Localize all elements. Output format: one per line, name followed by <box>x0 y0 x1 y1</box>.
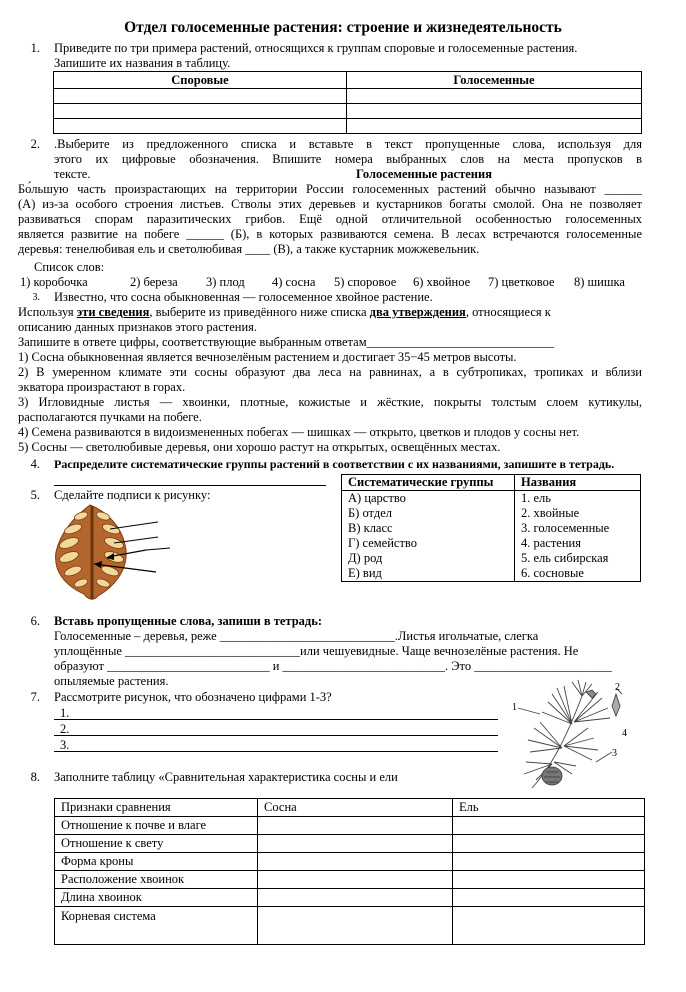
answer-cell[interactable] <box>453 817 645 835</box>
question-6-line-3: образуют __________________________ и __________________________. Это ______________________ <box>54 659 612 673</box>
comparison-header-pine: Сосна <box>258 799 453 817</box>
answer-item-3-label: 3. <box>60 738 70 752</box>
comparison-header-spruce: Ель <box>453 799 645 817</box>
answer-item-2-label: 2. <box>60 722 70 736</box>
comparison-row-label: Длина хвоинок <box>55 889 258 907</box>
question-3-text: Известно, что сосна обыкновенная — голосеменное хвойное растение. <box>54 290 433 304</box>
answer-line-3[interactable] <box>54 751 498 752</box>
name-item: 1. ель <box>515 491 641 507</box>
question-1-number: 1. <box>30 41 40 55</box>
answer-cell[interactable] <box>453 907 645 945</box>
text-paragraph-line: развиваться спорам паразитических грибов. Ещё одной отличительной особенностью голосеменных <box>18 212 642 226</box>
name-item: 3. голосеменные <box>515 521 641 536</box>
answer-item-1-label: 1. <box>60 706 70 720</box>
question-6-line-2: уплощённые ____________________________или чешуевидные. Чаще вечнозелёные растения. Не <box>54 644 579 658</box>
question-2-text-3: тексте. <box>54 167 91 181</box>
word-list-item: 2) береза <box>130 275 178 289</box>
answer-line[interactable] <box>54 485 326 486</box>
answer-cell[interactable] <box>453 871 645 889</box>
answer-cell[interactable] <box>453 853 645 871</box>
answer-cell[interactable] <box>54 119 347 134</box>
question-6-heading: Вставь пропущенные слова, запиши в тетрадь: <box>54 614 323 628</box>
statement-1: 1) Сосна обыкновенная является вечнозелёным растением и достигает 35−45 метров высоты. <box>18 350 517 364</box>
text-paragraph-line: деревья: тенелюбивая ель и светолюбивая ____ (В), а также кустарник можжевельник. <box>18 242 480 256</box>
question-2-text-2: этого их цифровые обозначения. Впишите номера выбранных слов на места пропусков в <box>54 152 642 166</box>
word-list-item: 4) сосна <box>272 275 316 289</box>
column-header-names: Названия <box>515 475 641 491</box>
comparison-row-label: Отношение к почве и влаге <box>55 817 258 835</box>
statement-2-cont: экватора произрастают в горах. <box>18 380 186 394</box>
text-paragraph-line: (А) из-за особого строения листьев. Стволы этих деревьев и кустарников богаты смолой. Она не позволяет <box>18 197 642 211</box>
statement-3: 3) Игловидные листья — хвоинки, плотные, кожистые и жёсткие, покрыты толстым слоем кутикулы, <box>18 395 642 409</box>
text-paragraph-line: Бо́льшую часть произрастающих на территории России голосеменных растений обычно называют ______ <box>18 182 642 196</box>
page-title: Отдел голосеменные растения: строение и жизнедеятельность <box>124 19 562 36</box>
name-item: 5. ель сибирская <box>515 551 641 566</box>
figure-label: 2 <box>615 682 620 693</box>
comparison-row-label: Форма кроны <box>55 853 258 871</box>
name-item: 2. хвойные <box>515 506 641 521</box>
group-item: А) царство <box>342 491 515 507</box>
text-paragraph-line: является развитие на побеге ______ (Б), в которых развиваются семена. В лесах встречаются голосеменные <box>18 227 642 241</box>
pine-cone-cross-section-figure <box>48 502 172 602</box>
pine-branch-figure <box>512 676 638 794</box>
statement-5: 5) Сосны — светолюбивые деревья, они хорошо растут на открытых, освещённых местах. <box>18 440 501 454</box>
answer-cell[interactable] <box>258 835 453 853</box>
column-header-groups: Систематические группы <box>342 475 515 491</box>
word-list-item: 1) коробочка <box>20 275 88 289</box>
name-item: 6. сосновые <box>515 566 641 582</box>
question-4-text: Распределите систематические группы растений в соответствии с их названиями, запишите в тетрадь. <box>54 457 615 471</box>
question-2-number: 2. <box>30 137 40 151</box>
question-5-number: 5. <box>30 488 40 502</box>
answer-cell[interactable] <box>347 119 642 134</box>
comparison-row-label: Расположение хвоинок <box>55 871 258 889</box>
question-6-number: 6. <box>30 614 40 628</box>
question-7-number: 7. <box>30 690 40 704</box>
answer-cell[interactable] <box>258 889 453 907</box>
question-1-text: Приведите по три примера растений, относящихся к группам споровые и голосеменные растения. <box>54 41 578 55</box>
word-list-label: Список слов: <box>34 260 105 274</box>
question-8-number: 8. <box>30 770 40 784</box>
group-item: Б) отдел <box>342 506 515 521</box>
answer-cell[interactable] <box>258 853 453 871</box>
word-list-item: 6) хвойное <box>413 275 471 289</box>
word-list-item: 3) плод <box>206 275 245 289</box>
statement-2: 2) В умеренном климате эти сосны образуют два леса на равнинах, а в субтропиках, тропиках и вблизи <box>18 365 642 379</box>
figure-label: 3 <box>612 748 617 759</box>
answer-cell[interactable] <box>453 889 645 907</box>
question-5-text: Сделайте подписи к рисунку: <box>54 488 211 502</box>
word-list-item: 5) споровое <box>334 275 397 289</box>
figure-label: 4 <box>622 728 627 739</box>
question-3-number: 3. <box>32 292 40 303</box>
answer-line-1[interactable] <box>54 719 498 720</box>
answer-line-2[interactable] <box>54 735 498 736</box>
text-heading-gymnosperms: Голосеменные растения <box>356 167 492 181</box>
question-1-table <box>53 71 642 134</box>
question-6-line-4: опыляемые растения. <box>54 674 169 688</box>
group-item: Д) род <box>342 551 515 566</box>
question-7-text: Рассмотрите рисунок, что обозначено цифрами 1-3? <box>54 690 332 704</box>
question-2-text: .Выберите из предложенного списка и вставьте в текст пропущенные слова, используя для <box>54 137 642 151</box>
comparison-row-label: Корневая система <box>55 907 258 945</box>
question-3-answer-prompt: Запишите в ответе цифры, соответствующие выбранным ответам______________________________ <box>18 335 555 349</box>
question-3-instruction: Используя эти сведения, выберите из приведённого ниже списка два утверждения, относящиеся к <box>18 305 551 319</box>
group-item: Е) вид <box>342 566 515 582</box>
question-8-text: Заполните таблицу «Сравнительная характеристика сосны и ели <box>54 770 398 784</box>
answer-cell[interactable] <box>453 835 645 853</box>
name-item: 4. растения <box>515 536 641 551</box>
question-1-text-2: Запишите их названия в таблицу. <box>54 56 231 70</box>
group-item: В) класс <box>342 521 515 536</box>
group-item: Г) семейство <box>342 536 515 551</box>
statement-4: 4) Семена развиваются в видоизмененных побегах — шишках — открыто, цветков и плодов у сосны нет. <box>18 425 580 439</box>
answer-cell[interactable] <box>347 104 642 119</box>
comparison-header-criteria: Признаки сравнения <box>55 799 258 817</box>
systematic-groups-table <box>341 474 641 582</box>
comparison-row-label: Отношение к свету <box>55 835 258 853</box>
word-list-item: 8) шишка <box>574 275 625 289</box>
answer-cell[interactable] <box>347 89 642 104</box>
question-4-number: 4. <box>30 457 40 471</box>
answer-cell[interactable] <box>258 817 453 835</box>
word-list-item: 7) цветковое <box>488 275 555 289</box>
statement-3-cont: располагаются пучками на побеге. <box>18 410 202 424</box>
question-6-line-1: Голосеменные – деревья, реже ____________________________.Листья игольчатые, слегка <box>54 629 539 643</box>
question-3-text-3: описанию данных признаков этого растения. <box>18 320 258 334</box>
column-header-spore: Споровые <box>54 72 347 89</box>
answer-cell[interactable] <box>54 89 347 104</box>
figure-label: 1 <box>512 702 517 713</box>
answer-cell[interactable] <box>54 104 347 119</box>
answer-cell[interactable] <box>258 907 453 945</box>
column-header-gymnosperm: Голосеменные <box>347 72 642 89</box>
comparison-table <box>54 798 645 945</box>
answer-cell[interactable] <box>258 871 453 889</box>
